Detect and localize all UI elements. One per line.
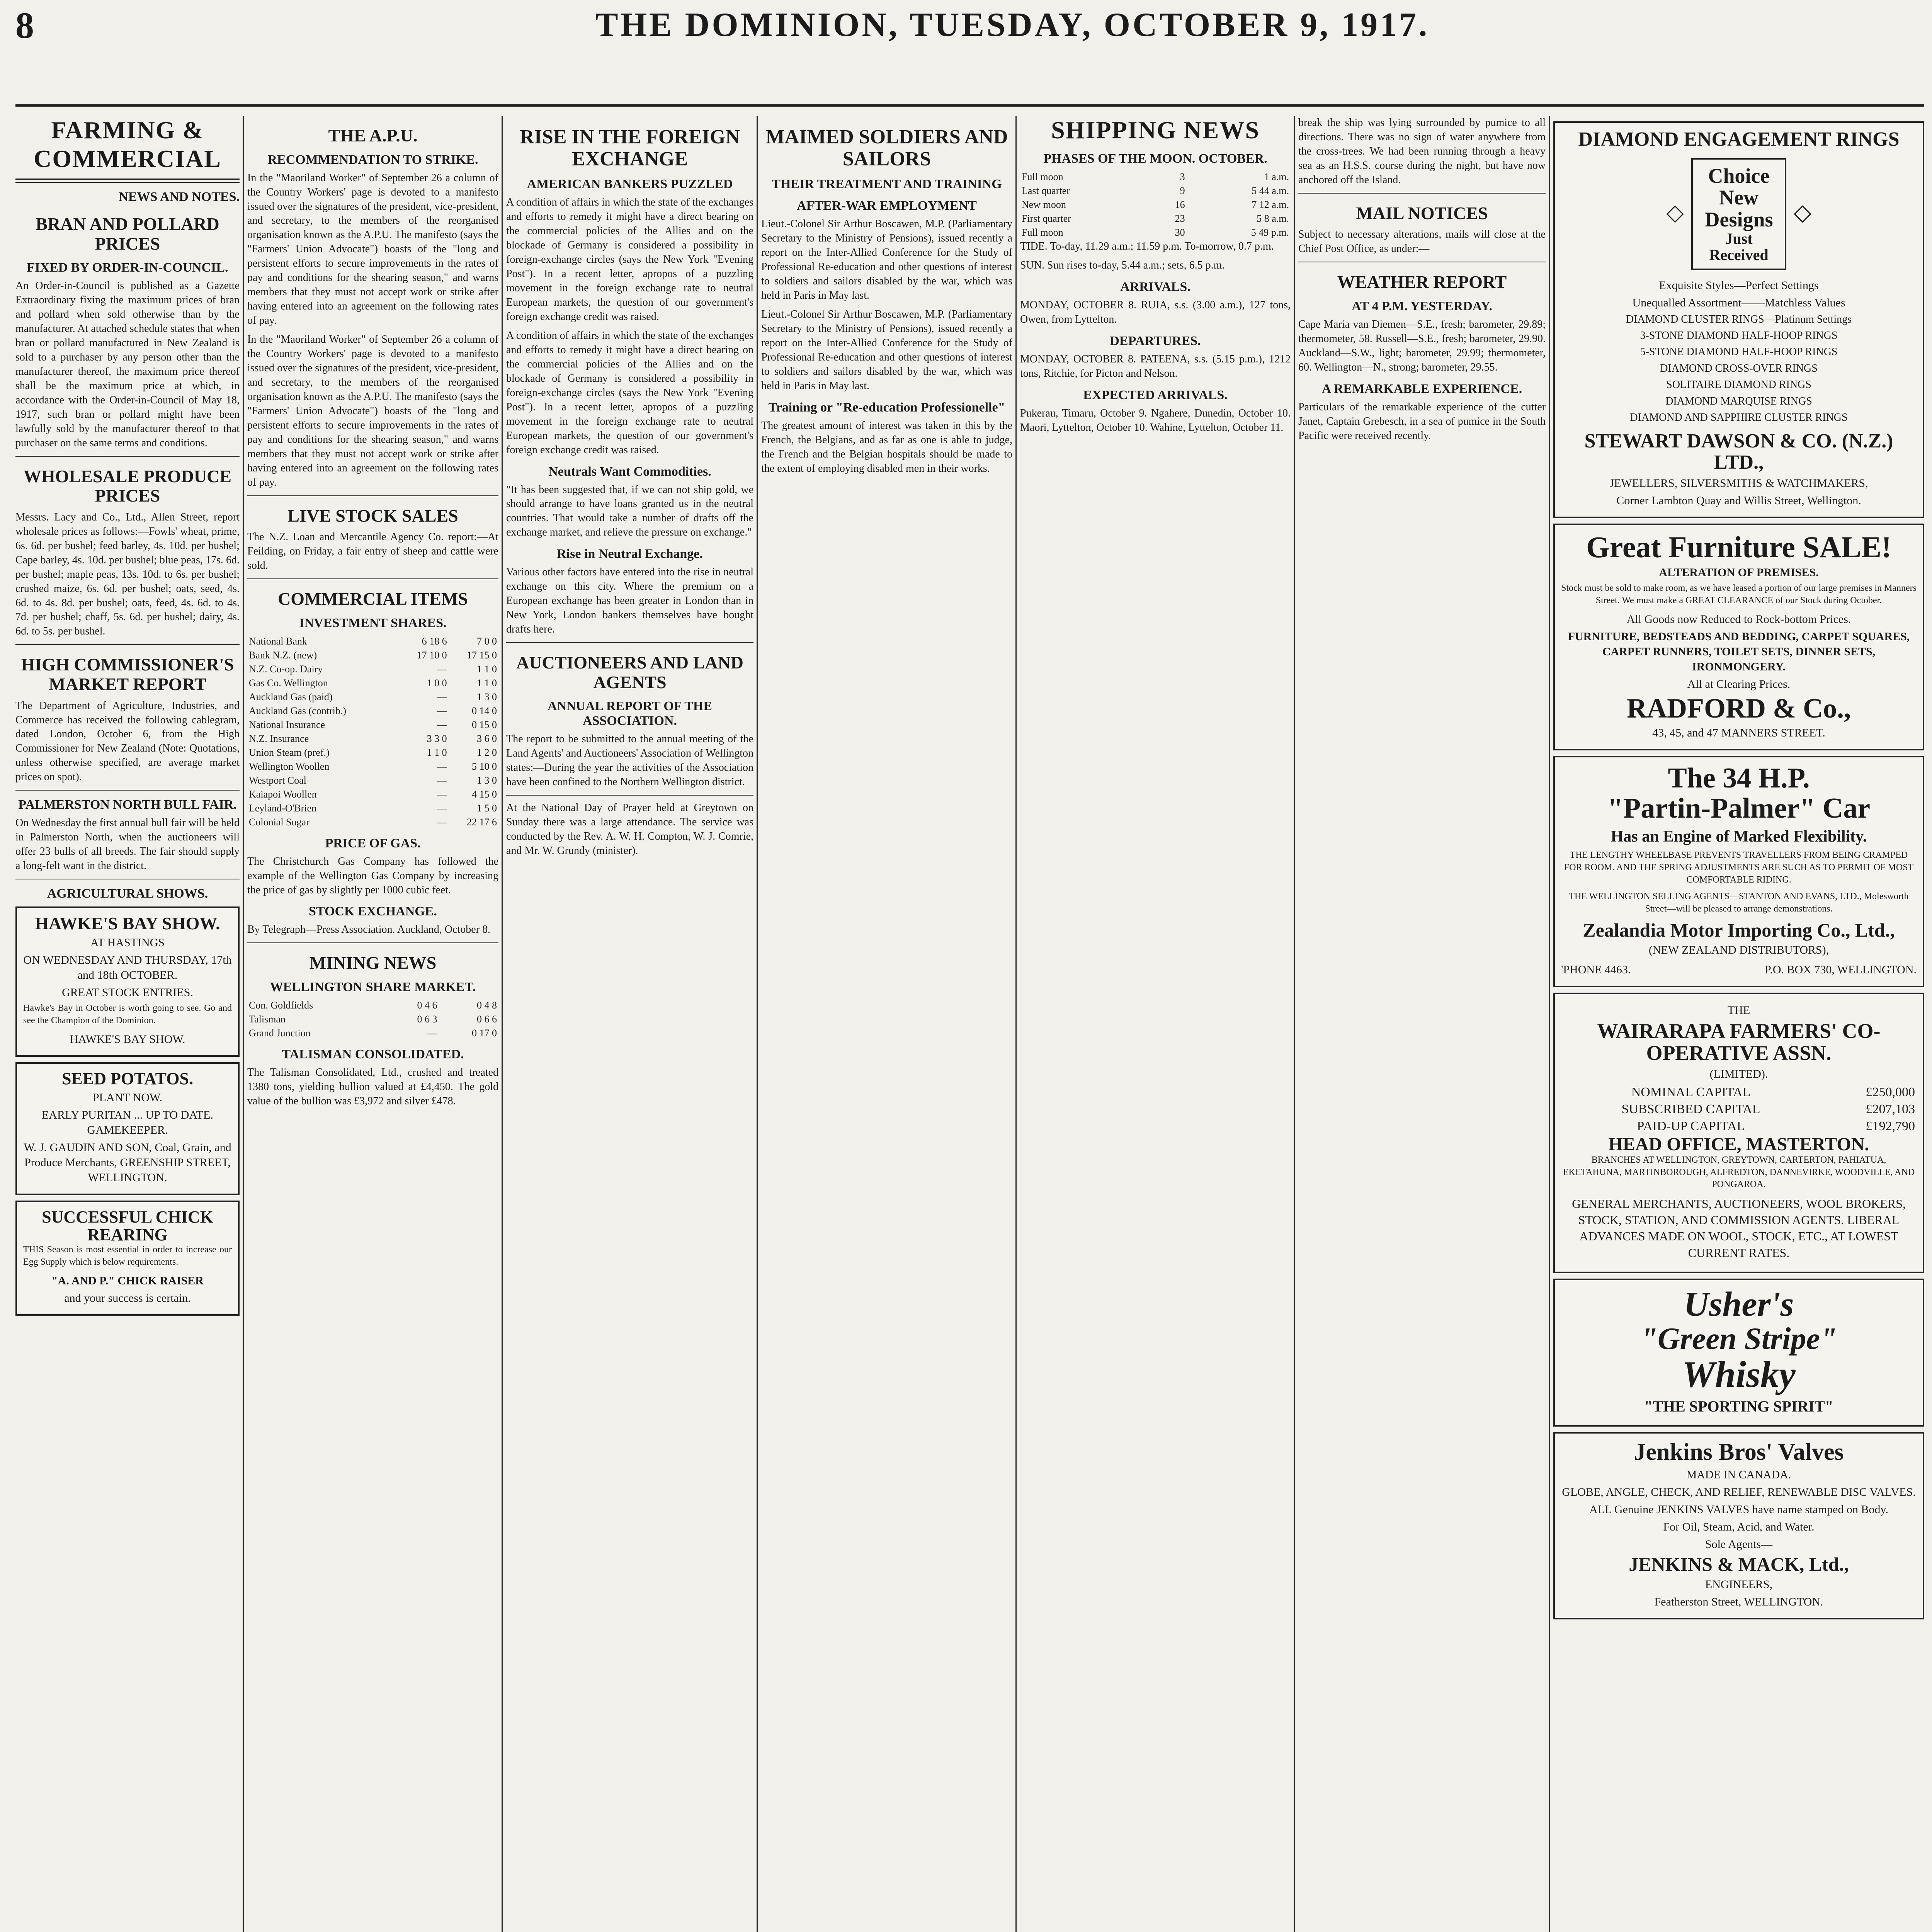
investment-cell: Colonial Sugar: [249, 816, 310, 828]
ad-text: Has an Engine of Marked Flexibility.: [1611, 827, 1867, 845]
ad-text: (NEW ZEALAND DISTRIBUTORS),: [1648, 944, 1829, 957]
ad-diamond-rings: [1553, 121, 1924, 518]
ad-firm: STEWART DAWSON & CO. (N.Z.) LTD.,: [1584, 430, 1893, 473]
column-rule: [1549, 116, 1550, 1932]
investment-cell: —: [437, 691, 447, 702]
ad-title: DIAMOND ENGAGEMENT RINGS: [1578, 128, 1900, 150]
mining-cell: Con. Goldfields: [249, 1000, 313, 1011]
ring-graphic: [1561, 158, 1917, 270]
article-exchange: A condition of affairs in which the state of the exchanges and efforts to remedy it might have a direct bearing on the commercial policies of the Allies and on the blockade of Germany is considered a possibility in foreign-exchange circles (says the New York "Evening Post"). In a recent letter, apropos of a puzzling movement in the foreign exchange rate to neutral European markets, the question of our government's foreign exchange credit was raised.: [506, 196, 753, 323]
subhead-expected: EXPECTED ARRIVALS.: [1083, 388, 1228, 402]
ad-text: ON WEDNESDAY AND THURSDAY, 17th and 18th OCTOBER.: [23, 954, 232, 982]
ad-text: ALTERATION OF PREMISES.: [1659, 566, 1819, 579]
divider: [15, 790, 240, 791]
investment-cell: Auckland Gas (paid): [249, 691, 333, 702]
moon-cell: 3: [1180, 171, 1185, 182]
headline-mail: MAIL NOTICES: [1356, 203, 1488, 223]
headline-shows: AGRICULTURAL SHOWS.: [47, 886, 208, 901]
ad-line: Choice: [1708, 164, 1770, 187]
investment-cell: 0 15 0: [472, 719, 497, 730]
ad-text: Featherston Street, WELLINGTON.: [1654, 1595, 1823, 1608]
moon-cell: 5 49 p.m.: [1251, 227, 1289, 238]
ad-line: New: [1719, 186, 1759, 209]
ad-firm: Zealandia Motor Importing Co., Ltd.,: [1583, 919, 1895, 941]
ad-text: MADE IN CANADA.: [1686, 1468, 1791, 1481]
page-number: 8: [15, 5, 34, 46]
ad-text: Unequalled Assortment——Matchless Values: [1632, 296, 1845, 309]
ad-text: All Goods now Reduced to Rock-bottom Prices.: [1626, 612, 1851, 626]
investment-cell: Wellington Woollen: [249, 760, 330, 772]
subhead-neutral-exchange: Rise in Neutral Exchange.: [557, 547, 703, 561]
ad-firm: RADFORD & Co.,: [1627, 692, 1851, 724]
ad-ushers-whisky: [1553, 1279, 1924, 1427]
investment-cell: Leyland-O'Brien: [249, 802, 317, 814]
moon-cell: Full moon: [1022, 227, 1063, 238]
article-bran: An Order-in-Council is published as a Gazette Extraordinary fixing the maximum prices of bran and pollard when sold otherwise than by the manufacturer. At attached schedule states that when bran or pollard manufactured in New Zealand is sold to a purchaser by any person other than the manufacturer thereof, the maximum price thereof shall be the maximum price at which, in accordance with the Order-in-Council of May 18, 1917, such bran or pollard might have been lawfully sold by the manufacturer thereof to that purchaser on the same terms and conditions.: [15, 280, 240, 449]
subhead-exchange: AMERICAN BANKERS PUZZLED: [527, 177, 733, 192]
divider: [15, 644, 240, 645]
ring-list: [1561, 313, 1917, 425]
moon-cell: 16: [1175, 199, 1185, 210]
subhead-moon: PHASES OF THE MOON. OCTOBER.: [1043, 151, 1267, 166]
moon-table: [1020, 170, 1291, 240]
article-training: The greatest amount of interest was taken in this by the French, the Belgians, and as far as one is able to judge, the French and the Belgian hospitals should be made to the extent of employing disabled men in their works.: [761, 419, 1012, 474]
moon-cell: Full moon: [1022, 171, 1063, 182]
divider: [247, 942, 498, 943]
table-row: [1561, 1084, 1917, 1101]
investment-cell: National Bank: [249, 635, 307, 647]
article-live-stock: The N.Z. Loan and Mercantile Agency Co. report:—At Feilding, on Friday, a fair entry of sheep and cattle were sold.: [247, 531, 498, 572]
table-row: [247, 690, 498, 704]
ad-firm: JENKINS & MACK, Ltd.,: [1629, 1553, 1849, 1575]
ad-wairarapa-farmers: [1553, 993, 1924, 1273]
ad-body: THE LENGTHY WHEELBASE PREVENTS TRAVELLERS FROM BEING CRAMPED FOR ROOM. AND THE SPRING ADJUSTMENTS ARE SUCH AS TO PERMIT OF MOST COMFORTABLE RIDING.: [1564, 850, 1914, 885]
capital-cell: £250,000: [1866, 1085, 1915, 1099]
investment-cell: —: [437, 719, 447, 730]
moon-cell: 23: [1175, 213, 1185, 224]
ad-title: WAIRARAPA FARMERS' CO-OPERATIVE ASSN.: [1597, 1019, 1881, 1065]
ad-line: Designs: [1704, 207, 1773, 231]
investment-cell: —: [437, 760, 447, 772]
ad-title: "Partin-Palmer" Car: [1607, 793, 1871, 825]
moon-cell: 30: [1175, 227, 1185, 238]
diamond-icon: [1667, 205, 1684, 223]
ad-brand: "A. AND P." CHICK RAISER: [51, 1274, 204, 1287]
investment-cell: Union Steam (pref.): [249, 747, 330, 758]
ad-box: P.O. BOX 730, WELLINGTON.: [1764, 963, 1917, 976]
ad-line: Received: [1709, 246, 1769, 264]
divider: [506, 795, 753, 796]
table-row: [247, 718, 498, 732]
subhead-auctioneers: ANNUAL REPORT OF THE ASSOCIATION.: [547, 699, 713, 728]
subhead-talisman: TALISMAN CONSOLIDATED.: [282, 1047, 464, 1062]
headline-soldiers: MAIMED SOLDIERS AND SAILORS: [765, 126, 1008, 170]
ad-tagline: "THE SPORTING SPIRIT": [1644, 1398, 1833, 1415]
ring-item: 3-STONE DIAMOND HALF-HOOP RINGS: [1640, 330, 1838, 342]
table-row: [1020, 170, 1291, 184]
mail-text: Subject to necessary alterations, mails will close at the Chief Post Office, as under:—: [1298, 228, 1546, 255]
moon-cell: First quarter: [1022, 213, 1071, 224]
column-apu: [247, 116, 498, 1932]
ad-text: (LIMITED).: [1709, 1067, 1768, 1080]
investment-cell: —: [437, 705, 447, 716]
mining-cell: —: [427, 1027, 437, 1039]
article-neutrals: "It has been suggested that, if we can not ship gold, we should arrange to have loans granted us in the neutral countries. That would take a number of drafts off the exchange market, and relieve the pressure on exchange.": [506, 483, 753, 539]
subhead-arrivals: ARRIVALS.: [1120, 279, 1190, 294]
table-row: [247, 676, 498, 690]
column-shipping: [1020, 116, 1291, 1932]
ad-text: FURNITURE, BEDSTEADS AND BEDDING, CARPET SQUARES, CARPET RUNNERS, TOILET SETS, DINNER SETS, IRONMONGERY.: [1568, 630, 1910, 673]
article-stock: By Telegraph—Press Association. Auckland, October 8.: [247, 923, 490, 936]
ad-brand: Usher's: [1684, 1285, 1794, 1323]
table-row: [247, 1012, 498, 1026]
kicker: NEWS AND NOTES.: [119, 190, 240, 204]
subhead-training: Training or "Re-education Professionelle": [768, 400, 1005, 415]
ad-phone: 'PHONE 4463.: [1561, 963, 1631, 976]
article-gas: The Christchurch Gas Company has followed the example of the Wellington Gas Company by increasing the price of gas by slightly per 1000 cubic feet.: [247, 855, 498, 896]
column-exchange: [506, 116, 753, 1932]
investment-cell: —: [437, 774, 447, 786]
masthead-title: THE DOMINION, TUESDAY, OCTOBER 9, 1917.: [595, 6, 1430, 44]
ad-body: BRANCHES AT WELLINGTON, GREYTOWN, CARTERTON, PAHIATUA, EKETAHUNA, MARTINBOROUGH, ALFREDTON, DANNEVIRKE, WOODVILLE, AND PONGAROA.: [1563, 1155, 1915, 1190]
ad-text: Corner Lambton Quay and Willis Street, Wellington.: [1616, 494, 1861, 507]
column-soldiers: [761, 116, 1012, 1932]
investment-cell: N.Z. Co-op. Dairy: [249, 663, 323, 675]
investment-cell: 1 1 0: [477, 663, 497, 675]
ring-item: 5-STONE DIAMOND HALF-HOOP RINGS: [1640, 346, 1838, 358]
subhead-share-market: WELLINGTON SHARE MARKET.: [270, 980, 476, 995]
divider: [15, 456, 240, 457]
headline-apu: THE A.P.U.: [328, 126, 418, 145]
ad-body: GENERAL MERCHANTS, AUCTIONEERS, WOOL BROKERS, STOCK, STATION, AND COMMISSION AGENTS. LIBERAL ADVANCES MADE ON WOOL, STOCK, ETC., AT LOWEST CURRENT RATES.: [1572, 1197, 1906, 1260]
investment-cell: 6 18 6: [422, 635, 447, 647]
moon-cell: 5 8 a.m.: [1257, 213, 1289, 224]
investment-cell: Gas Co. Wellington: [249, 677, 328, 689]
column-rule: [1015, 116, 1017, 1932]
column-mail-weather: [1298, 116, 1546, 1932]
ring-item: DIAMOND AND SAPPHIRE CLUSTER RINGS: [1630, 412, 1848, 423]
table-row: [247, 774, 498, 787]
ad-body: THIS Season is most essential in order to increase our Egg Supply which is below requirements.: [23, 1245, 232, 1267]
table-row: [1561, 1118, 1917, 1135]
ad-text: AT HASTINGS: [90, 936, 165, 949]
ad-text: For Oil, Steam, Acid, and Water.: [1663, 1520, 1815, 1534]
investment-cell: —: [437, 663, 447, 675]
ad-text: and your success is certain.: [64, 1291, 191, 1304]
subhead-investment: INVESTMENT SHARES.: [299, 616, 447, 630]
table-row: [247, 662, 498, 676]
divider: [506, 642, 753, 643]
ad-head-office: HEAD OFFICE, MASTERTON.: [1608, 1134, 1869, 1155]
table-row: [1020, 226, 1291, 240]
investment-cell: National Insurance: [249, 719, 325, 730]
investment-cell: 0 14 0: [472, 705, 497, 716]
ad-body: THE WELLINGTON SELLING AGENTS—STANTON AND EVANS, LTD., Molesworth Street—will be pleased to arrange demonstrations.: [1569, 891, 1909, 914]
capital-table: [1561, 1084, 1917, 1135]
investment-cell: Bank N.Z. (new): [249, 649, 317, 661]
investment-cell: N.Z. Insurance: [249, 733, 309, 744]
mining-cell: Talisman: [249, 1014, 286, 1025]
mining-cell: 0 17 0: [472, 1027, 497, 1039]
investment-cell: Kaiapoi Woollen: [249, 788, 317, 800]
ad-contact: [1561, 960, 1917, 980]
table-row: [247, 998, 498, 1012]
investment-cell: 1 3 0: [477, 774, 497, 786]
ad-hawkes-bay: [15, 906, 240, 1057]
article-soldiers-cont: Lieut.-Colonel Sir Arthur Boscawen, M.P. (Parliamentary Secretary to the Ministry of Pensions), issued recently a report on the Inter-Allied Conference for the Study of Professional Re-education and other questions of interest to soldiers and sailors disabled by the war, which was held in Paris in May last.: [761, 308, 1012, 392]
table-row: [247, 1026, 498, 1040]
article-talisman: The Talisman Consolidated, Ltd., crushed and treated 1380 tons, yielding bullion valued at £4,450. The gold value of the bullion was £3,972 and silver £478.: [247, 1066, 498, 1107]
subhead-departures: DEPARTURES.: [1110, 333, 1201, 348]
weather-text: Cape Maria van Diemen—S.E., fresh; barometer, 29.89; thermometer, 58. Russell—S.E., fresh; barometer, 29.90. Auckland—S.W., light; barometer, 29.99; thermometer, 60. Wellington—N., strong; barometer, 29.55.: [1298, 318, 1546, 373]
ad-title: Jenkins Bros' Valves: [1634, 1439, 1844, 1466]
subhead-gas: PRICE OF GAS.: [325, 836, 421, 850]
mining-cell: 0 4 6: [417, 1000, 437, 1011]
ad-text: GLOBE, ANGLE, CHECK, AND RELIEF, RENEWABLE DISC VALVES.: [1562, 1486, 1916, 1499]
ad-text: THE: [1727, 1004, 1750, 1017]
investment-cell: —: [437, 788, 447, 800]
ring-item: DIAMOND CROSS-OVER RINGS: [1660, 362, 1818, 374]
headline-high-commissioner: HIGH COMMISSIONER'S MARKET REPORT: [21, 655, 234, 694]
subhead-soldiers: THEIR TREATMENT AND TRAINING: [772, 177, 1002, 192]
article-soldiers: Lieut.-Colonel Sir Arthur Boscawen, M.P. (Parliamentary Secretary to the Ministry of Pensions), issued recently a report on the Inter-Allied Conference for the Study of Professional Re-education and other questions of interest to soldiers and sailors disabled by the war, which was held in Paris in May last.: [761, 218, 1012, 302]
divider: [247, 495, 498, 496]
capital-cell: £192,790: [1866, 1119, 1915, 1133]
table-row: [1020, 198, 1291, 212]
investment-cell: 17 10 0: [417, 649, 447, 661]
column-rule: [243, 116, 244, 1932]
ad-title: The 34 H.P.: [1668, 762, 1810, 794]
table-row: [1020, 184, 1291, 198]
investment-cell: 1 1 0: [477, 677, 497, 689]
investment-cell: 5 10 0: [472, 760, 497, 772]
moon-cell: 1 a.m.: [1264, 171, 1289, 182]
ad-text: W. J. GAUDIN AND SON, Coal, Grain, and Produce Merchants, GREENSHIP STREET, WELLINGTON.: [24, 1141, 231, 1184]
ad-text: GREAT STOCK ENTRIES.: [62, 986, 193, 999]
headline-mining: MINING NEWS: [309, 953, 437, 973]
ad-text: JEWELLERS, SILVERSMITHS & WATCHMAKERS,: [1609, 476, 1868, 490]
ad-body: Hawke's Bay in October is worth going to see. Go and see the Champion of the Dominion.: [23, 1003, 232, 1026]
article-auctioneers: The report to be submitted to the annual meeting of the Land Agents' and Auctioneers' Association of Wellington states:—During the year the activities of the Association have been confined to the Northern Wellington district.: [506, 733, 753, 788]
investment-cell: 1 1 0: [427, 747, 447, 758]
moon-cell: 9: [1180, 185, 1185, 196]
article-prayer: At the National Day of Prayer held at Greytown on Sunday there was a large attendance. The service was conducted by the Rev. A. W. H. Compton, W. J. Comrie, and Mr. W. Grundy (minister).: [506, 802, 753, 857]
ad-jenkins-valves: [1553, 1432, 1924, 1619]
investment-cell: 3 6 0: [477, 733, 497, 744]
article-high-commissioner: The Department of Agriculture, Industries, and Commerce has received the following cablegram, dated London, October 6, from the High Commissioner for New Zealand (Note: Quotations, unless otherwise specified, are average market prices on spot).: [15, 699, 240, 783]
mining-cell: Grand Junction: [249, 1027, 311, 1039]
ad-text: All at Clearing Prices.: [1687, 677, 1791, 690]
ad-chick-rearing: [15, 1201, 240, 1316]
mining-cell: 0 4 8: [477, 1000, 497, 1011]
divider: [247, 578, 498, 579]
headline-shipping: SHIPPING NEWS: [1051, 116, 1260, 144]
expected-text: Pukerau, Timaru, October 9. Ngahere, Dunedin, October 10. Maori, Lyttelton, October 10. Wahine, Lyttelton, October 11.: [1020, 407, 1291, 434]
investment-cell: 1 2 0: [477, 747, 497, 758]
headline-bull-fair: PALMERSTON NORTH BULL FAIR.: [18, 798, 237, 812]
ad-furniture-sale: [1553, 524, 1924, 751]
ring-box: [1691, 158, 1786, 270]
mining-cell: 0 6 6: [477, 1014, 497, 1025]
ad-text: EARLY PURITAN ... UP TO DATE. GAMEKEEPER.: [42, 1108, 213, 1136]
masthead-rule: [15, 54, 1924, 107]
table-row: [247, 801, 498, 815]
tide-text: TIDE. To-day, 11.29 a.m.; 11.59 p.m. To-morrow, 0.7 p.m.: [1020, 240, 1274, 252]
capital-cell: SUBSCRIBED CAPITAL: [1621, 1102, 1760, 1116]
investment-cell: 4 15 0: [472, 788, 497, 800]
ad-product: Whisky: [1682, 1354, 1796, 1395]
table-row: [247, 760, 498, 774]
ad-text: PLANT NOW.: [92, 1091, 162, 1104]
article-apu: In the "Maoriland Worker" of September 26 a column of the Country Workers' page is devoted to a manifesto issued over the signatures of the president, vice-president, and secretary, to the members of the reorganised organisation known as the A.P.U. The manifesto (says the "Farmers' Union Advocate") boasts of the "long and persistent efforts to secure improvements in the rates of pay and conditions for the shearing season," and warns members that they must not accept work or strike after having entered into an agreement on the following rates of pay.: [247, 172, 498, 327]
ad-title: HAWKE'S BAY SHOW.: [35, 913, 220, 934]
divider: [1298, 193, 1546, 194]
column-rule: [1294, 116, 1295, 1932]
headline-weather: WEATHER REPORT: [1337, 272, 1507, 292]
subhead-experience: A REMARKABLE EXPERIENCE.: [1321, 381, 1522, 396]
investment-cell: —: [437, 802, 447, 814]
ad-text: HAWKE'S BAY SHOW.: [70, 1032, 185, 1046]
sun-text: SUN. Sun rises to-day, 5.44 a.m.; sets, 6.5 p.m.: [1020, 259, 1225, 271]
table-row: [247, 732, 498, 746]
ad-text: 43, 45, and 47 MANNERS STREET.: [1652, 726, 1825, 740]
table-row: [247, 787, 498, 801]
article-exchange-cont: A condition of affairs in which the state of the exchanges and efforts to remedy it might have a direct bearing on the commercial policies of the Allies and on the blockade of Germany is considered a possibility in foreign-exchange circles (says the New York "Evening Post"). In a recent letter, apropos of a puzzling movement in the foreign exchange rate to neutral European markets, the question of our government's foreign exchange credit was raised.: [506, 329, 753, 456]
investment-cell: 1 5 0: [477, 802, 497, 814]
moon-cell: 5 44 a.m.: [1252, 185, 1289, 196]
article-bull-fair: On Wednesday the first annual bull fair will be held in Palmerston North, when the auctioneers will offer 23 bulls of all breeds. The fair should supply a long-felt want in the district.: [15, 817, 240, 872]
departures-text: MONDAY, OCTOBER 8. PATEENA, s.s. (5.15 p.m.), 1212 tons, Ritchie, for Picton and Nelson.: [1020, 353, 1291, 379]
investment-cell: 17 15 0: [467, 649, 497, 661]
subhead-employment: AFTER-WAR EMPLOYMENT: [797, 199, 977, 213]
article-apu-cont: In the "Maoriland Worker" of September 26 a column of the Country Workers' page is devoted to a manifesto issued over the signatures of the president, vice-president, and secretary, to the members of the reorganised organisation known as the A.P.U. The manifesto (says the "Farmers' Union Advocate") boasts of the "long and persistent efforts to secure improvements in the rates of pay and conditions for the shearing season," and warns members that they must not accept work or strike after having entered into an agreement on the following rates of pay.: [247, 333, 498, 488]
headline-live-stock: LIVE STOCK SALES: [287, 505, 458, 526]
table-row: [247, 746, 498, 760]
capital-cell: £207,103: [1866, 1102, 1915, 1116]
investment-cell: 7 0 0: [477, 635, 497, 647]
subhead-apu: RECOMMENDATION TO STRIKE.: [267, 152, 478, 167]
investment-cell: 22 17 6: [467, 816, 497, 828]
ad-line: Just: [1725, 230, 1753, 247]
column-ads: [1553, 116, 1924, 1932]
ad-text: ALL Genuine JENKINS VALVES have name stamped on Body.: [1589, 1503, 1888, 1516]
mining-table: [247, 998, 498, 1040]
column-farming: [15, 116, 240, 1932]
arrivals-text: MONDAY, OCTOBER 8. RUIA, s.s. (3.00 a.m.), 127 tons, Owen, from Lyttelton.: [1020, 299, 1291, 325]
ad-partin-palmer: [1553, 756, 1924, 987]
headline-bran: BRAN AND POLLARD PRICES: [36, 214, 219, 253]
capital-cell: PAID-UP CAPITAL: [1637, 1119, 1745, 1133]
investment-cell: —: [437, 816, 447, 828]
table-row: [247, 648, 498, 662]
investment-cell: 1 3 0: [477, 691, 497, 702]
ring-item: DIAMOND MARQUISE RINGS: [1665, 395, 1812, 407]
ad-title: SUCCESSFUL CHICK REARING: [42, 1207, 213, 1245]
section-title: FARMING & COMMERCIAL: [34, 116, 221, 172]
capital-cell: NOMINAL CAPITAL: [1631, 1085, 1751, 1099]
headline-commercial: COMMERCIAL ITEMS: [278, 589, 468, 609]
column-rule: [502, 116, 503, 1932]
headline-exchange: RISE IN THE FOREIGN EXCHANGE: [520, 126, 740, 170]
divider: [15, 179, 240, 183]
diamond-icon: [1794, 205, 1811, 223]
column-rule: [757, 116, 758, 1932]
table-row: [1561, 1101, 1917, 1118]
table-row: [247, 634, 498, 648]
ad-text: ENGINEERS,: [1705, 1578, 1773, 1591]
investment-cell: 3 3 0: [427, 733, 447, 744]
subhead-stock: STOCK EXCHANGE.: [309, 904, 437, 919]
article-wholesale: Messrs. Lacy and Co., Ltd., Allen Street, report wholesale prices as follows:—Fowls' wheat, prime, 6s. 6d. per bushel; feed barley, 4s. 10d. per bushel; Cape barley, 4s. 10d. per bushel; blue peas, 17s. 6d. per bushel; maple peas, 13s. 10d. to 6s. per bushel; crushed maize, 6s. 6d. per bushel; oats, seed, 4s. 6d. to 4s. 8d. per bushel; oats, feed, 4s. 6d. to 4s. 7d. per bushel; chaff, 5s. 6d. per bushel; dairy, 4s. 6d. to 5s. per bushel.: [15, 511, 240, 638]
investment-table: [247, 634, 498, 829]
subhead-weather: AT 4 P.M. YESTERDAY.: [1351, 299, 1493, 313]
moon-cell: 7 12 a.m.: [1252, 199, 1289, 210]
ring-item: SOLITAIRE DIAMOND RINGS: [1666, 379, 1811, 391]
investment-cell: 1 0 0: [427, 677, 447, 689]
headline-wholesale: WHOLESALE PRODUCE PRICES: [23, 466, 232, 506]
article-experience: Particulars of the remarkable experience of the cutter Janet, Captain Grebesch, in a sea of pumice in the South Pacific were received recently.: [1298, 401, 1546, 442]
table-row: [247, 704, 498, 718]
moon-cell: New moon: [1022, 199, 1066, 210]
headline-auctioneers: AUCTIONEERS AND LAND AGENTS: [516, 653, 743, 692]
ad-body: Stock must be sold to make room, as we have leased a portion of our large premises in Manners Street. We must make a GREAT CLEARANCE of our Stock during October.: [1561, 583, 1917, 606]
ad-title: SEED POTATOS.: [62, 1069, 193, 1088]
investment-cell: Westport Coal: [249, 774, 306, 786]
table-row: [247, 815, 498, 829]
ad-seed-potatos: [15, 1062, 240, 1195]
ad-text: Sole Agents—: [1705, 1538, 1773, 1551]
article-pumice: break the ship was lying surrounded by pumice to all directions. There was no sign of water anywhere from the cross-trees. We had been running through a heavy sea as an H.S.S. course during the night, but have now anchored off the Island.: [1298, 117, 1546, 186]
investment-cell: Auckland Gas (contrib.): [249, 705, 346, 716]
ad-text: Exquisite Styles—Perfect Settings: [1659, 279, 1819, 292]
ad-product: "Green Stripe": [1640, 1322, 1837, 1356]
subhead-neutrals: Neutrals Want Commodities.: [548, 464, 711, 479]
table-row: [1020, 212, 1291, 226]
ring-item: DIAMOND CLUSTER RINGS—Platinum Settings: [1626, 313, 1852, 325]
moon-cell: Last quarter: [1022, 185, 1070, 196]
ad-title: Great Furniture SALE!: [1586, 530, 1892, 564]
article-neutral-exchange: Various other factors have entered into the rise in neutral exchange on this city. Where the premium on a European exchange has been greater in London than in New York, London bankers themselves have bought drafts here.: [506, 566, 753, 636]
mining-cell: 0 6 3: [417, 1014, 437, 1025]
subhead-bran: FIXED BY ORDER-IN-COUNCIL.: [27, 260, 228, 275]
